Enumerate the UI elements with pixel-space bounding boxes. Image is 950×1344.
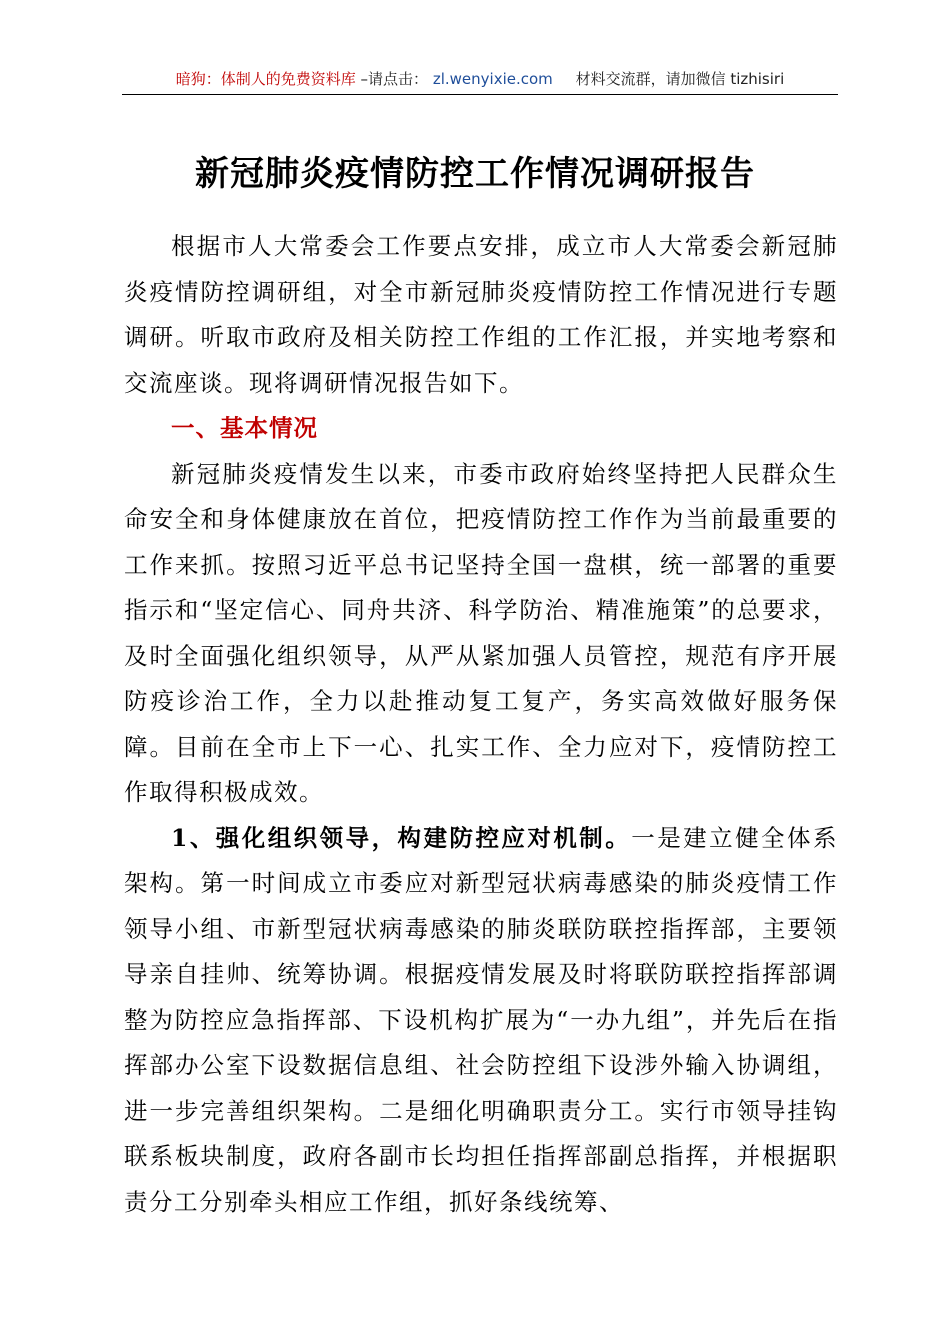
intro-paragraph: 根据市人大常委会工作要点安排，成立市人大常委会新冠肺炎疫情防控调研组，对全市新冠肺炎疫情防控工作情况进行专题调研。听取市政府及相关防控工作组的工作汇报，并实地考察和交流座谈。现将调研情况报告如下。: [124, 232, 838, 397]
header-contact: 材料交流群，请加微信 tizhisiri: [575, 70, 785, 88]
item-1-lead: 1、强化组织领导，构建防控应对机制。: [171, 823, 632, 852]
header-brand: 暗狗：体制人的免费资料库: [175, 70, 356, 88]
item-1-paragraph: [124, 816, 838, 1226]
section-heading-basic-situation: 一、基本情况: [171, 414, 318, 442]
document-title: 新冠肺炎疫情防控工作情况调研报告: [195, 154, 755, 194]
header-prompt: –请点击：: [360, 70, 429, 88]
document-body: [124, 224, 838, 1225]
header-link[interactable]: zl.wenyixie.com: [432, 70, 553, 88]
page-header: [122, 66, 838, 95]
basic-situation-paragraph: 新冠肺炎疫情发生以来，市委市政府始终坚持把人民群众生命安全和身体健康放在首位，把疫情防控工作作为当前最重要的工作来抓。按照习近平总书记坚持全国一盘棋，统一部署的重要指示和“坚定信心、同舟共济、科学防治、精准施策”的总要求，及时全面强化组织领导，从严从紧加强人员管控，规范有序开展防疫诊治工作，全力以赴推动复工复产，务实高效做好服务保障。目前在全市上下一心、扎实工作、全力应对下，疫情防控工作取得积极成效。: [124, 459, 838, 806]
item-1-body: 一是建立健全体系架构。第一时间成立市委应对新型冠状病毒感染的肺炎疫情工作领导小组、市新型冠状病毒感染的肺炎联防联控指挥部，主要领导亲自挂帅、统筹协调。根据疫情发展及时将联防联控指挥部调整为防控应急指挥部、下设机构扩展为“一办九组”，并先后在指挥部办公室下设数据信息组、社会防控组下设涉外输入协调组，进一步完善组织架构。二是细化明确职责分工。实行市领导挂钩联系板块制度，政府各副市长均担任指挥部副总指挥，并根据职责分工分别牵头相应工作组，抓好条线统筹、: [124, 823, 838, 1216]
